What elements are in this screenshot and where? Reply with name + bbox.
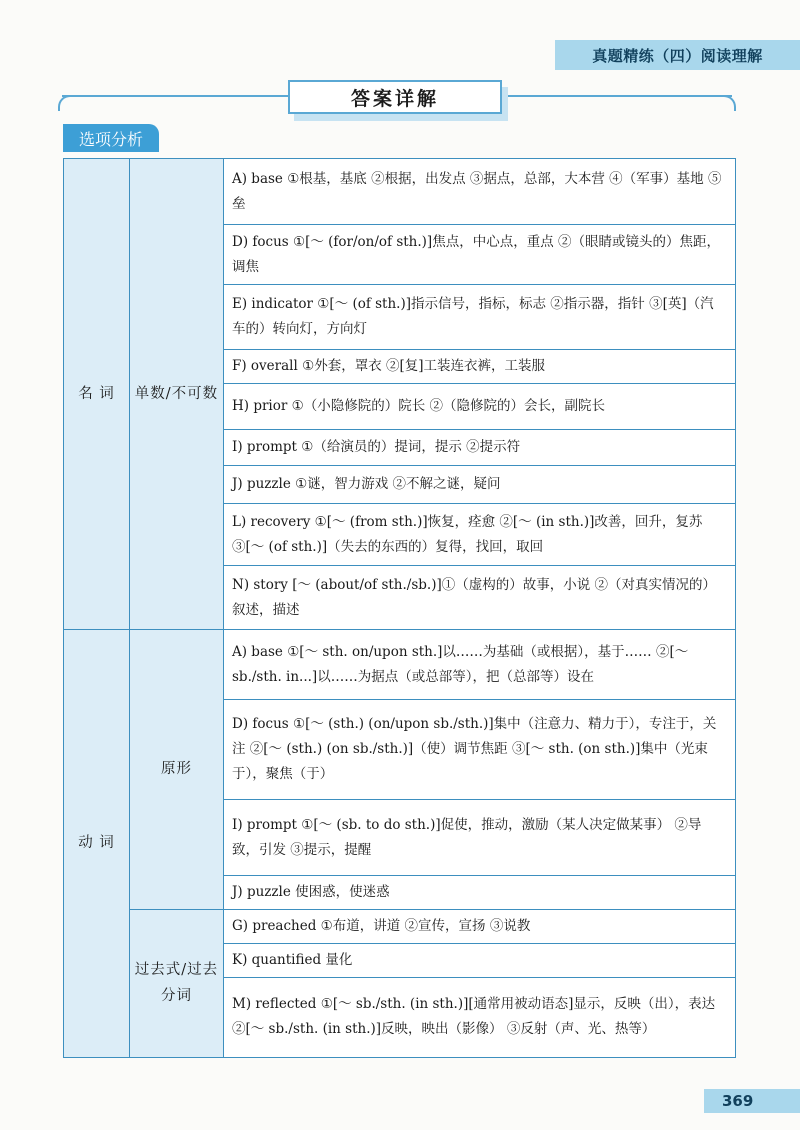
page-title: 答案详解 <box>288 80 502 114</box>
table-row: H) prior ①（小隐修院的）院长 ②（隐修院的）会长，副院长 <box>224 384 736 430</box>
vocab-table <box>63 158 736 1058</box>
page-number: 369 <box>704 1089 800 1113</box>
table-row: J) puzzle 使困惑，使迷惑 <box>224 876 736 910</box>
section-tag: 选项分析 <box>63 124 159 152</box>
chapter-header-tab: 真题精练（四）阅读理解 <box>555 40 800 70</box>
table-row: I) prompt ①（给演员的）提词，提示 ②提示符 <box>224 430 736 466</box>
table-row: G) preached ①布道，讲道 ②宣传，宣扬 ③说教 <box>224 910 736 944</box>
table-row: L) recovery ①[～ (from sth.)]恢复，痊愈 ②[～ (in sth.)]改善，回升，复苏 ③[～ (of sth.)]（失去的东西的）复得，找回，取回 <box>224 504 736 566</box>
category-noun: 名 词 <box>64 159 130 630</box>
subcategory-noun-singular: 单数/不可数 <box>130 159 224 630</box>
table-row: D) focus ①[～ (for/on/of sth.)]焦点，中心点，重点 ②（眼睛或镜头的）焦距，调焦 <box>224 225 736 285</box>
table-row: F) overall ①外套，罩衣 ②[复]工装连衣裤，工装服 <box>224 350 736 384</box>
table-row: M) reflected ①[～ sb./sth. (in sth.)][通常用被动语态]显示，反映（出），表达 ②[～ sb./sth. (in sth.)]反映，映出（影像） ③反射（声、光、热等） <box>224 977 736 1057</box>
table-row: K) quantified 量化 <box>224 943 736 977</box>
subcategory-verb-base: 原形 <box>130 630 224 910</box>
table-row: A) base ①[～ sth. on/upon sth.]以……为基础（或根据），基于…… ②[～ sb./sth. in...]以……为据点（或总部等），把（总部等）设在 <box>224 630 736 700</box>
table-row: D) focus ①[～ (sth.) (on/upon sb./sth.)]集中（注意力、精力于），专注于，关注 ②[～ (sth.) (on sb./sth.)]（使）调节焦距 ③[～ sth. (on sth.)]集中（光束于），聚焦（于） <box>224 700 736 800</box>
table-row: J) puzzle ①谜，智力游戏 ②不解之谜，疑问 <box>224 466 736 504</box>
table-row: I) prompt ①[～ (sb. to do sth.)]促使，推动，激励（某人决定做某事） ②导致，引发 ③提示，提醒 <box>224 800 736 876</box>
category-verb: 动 词 <box>64 630 130 1058</box>
table-row: A) base ①根基，基底 ②根据，出发点 ③据点，总部，大本营 ④（军事）基地 ⑤垒 <box>224 159 736 225</box>
table-row: E) indicator ①[～ (of sth.)]指示信号，指标，标志 ②指示器，指针 ③[英]（汽车的）转向灯，方向灯 <box>224 285 736 350</box>
subcategory-verb-past: 过去式/过去分词 <box>130 910 224 1058</box>
table-row: N) story [～ (about/of sth./sb.)]①（虚构的）故事，小说 ②（对真实情况的）叙述，描述 <box>224 566 736 630</box>
